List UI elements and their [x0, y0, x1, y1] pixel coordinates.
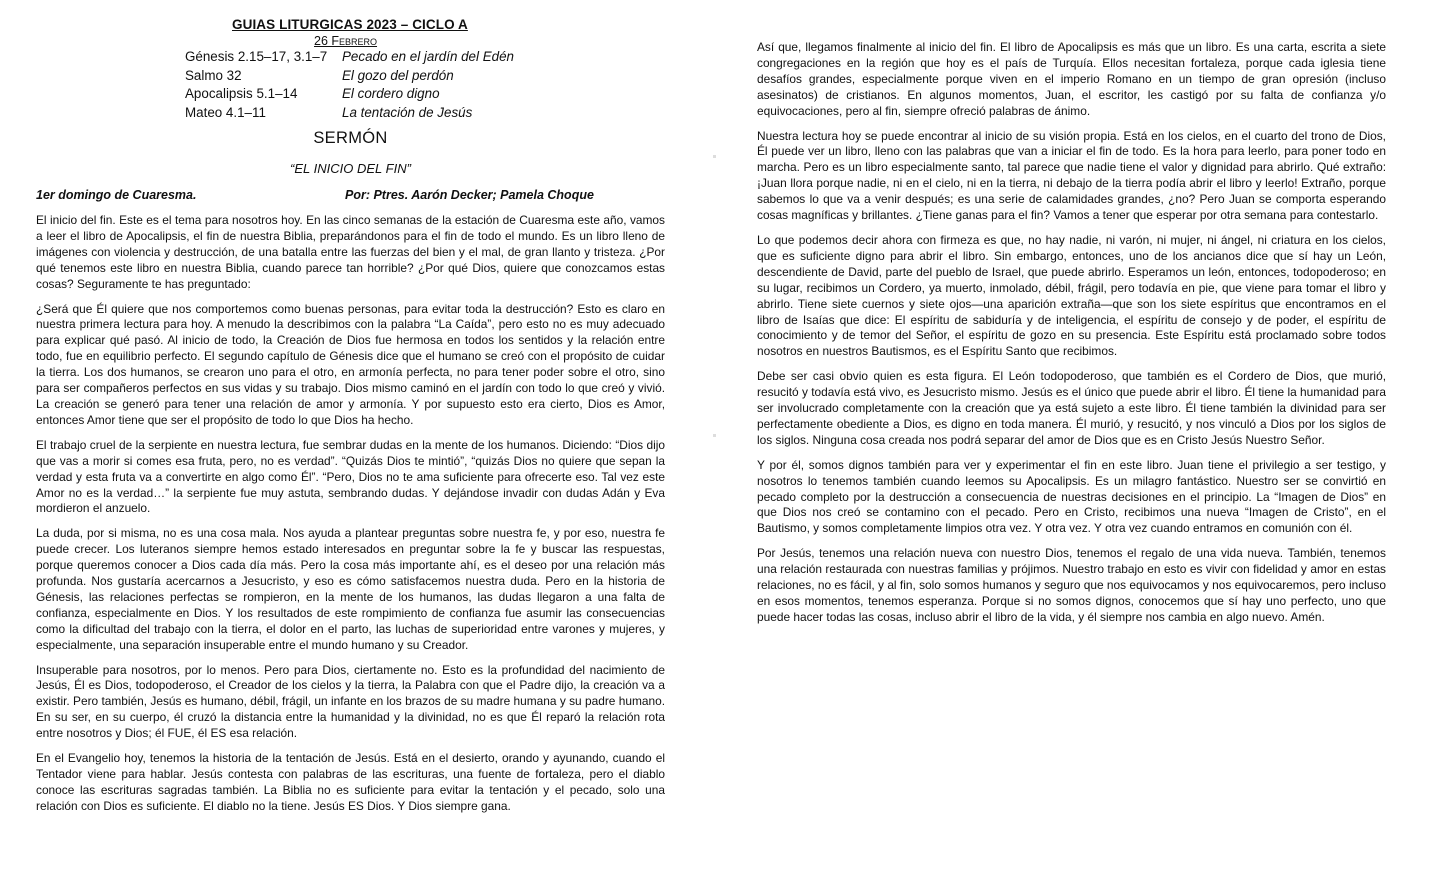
reading-ref: Génesis 2.15–17, 3.1–7 [185, 49, 328, 64]
reading-title: La tentación de Jesús [342, 104, 473, 120]
reading-ref: Apocalipsis 5.1–14 [185, 86, 298, 101]
paragraph: Por Jesús, tenemos una relación nueva con nuestro Dios, tenemos el regalo de una vida nueva. También, tenemos una relación restaurada con nuestras familias y prójimos. Nuestro trabajo en esto es vivir con fidelidad y amor en estas relaciones, no es fácil, y al fin, solo somos humanos y seguro que nos equivocamos y nos equivocaremos, pero incluso en esos momentos, tenemos esperanza. Porque si no somos dignos, conocemos que sí hay uno perfecto, uno que puede hacer todas las cosas, incluso abrir el libro de la vida, y él siempre nos cambia en algo nuevo. Amén. [757, 546, 1386, 624]
paragraph: Y por él, somos dignos también para ver y experimentar el fin en este libro. Juan tiene el privilegio a ser testigo, y nosotros lo tenemos también cuando leemos su Apocalipsis. Es un milagro fantástico. Nuestro ser se convirtió en pecado completo por la destrucción a consecuencia de nuestras decisiones en el principio. La “Imagen de Dios” en que Dios nos creó se contamino con el pecado. Pero en Cristo, recibimos una nueva “Imagen de Cristo”, en el Bautismo, y somos completamente limpios otra vez. Y otra vez. Y otra vez cuando entramos en comunión con él. [757, 457, 1386, 536]
paragraph: Nuestra lectura hoy se puede encontrar al inicio de su visión propia. Está en los cielos, en el cuarto del trono de Dios, Él puede ver un libro, lleno con las palabras que van a iniciar el fin de todo. Es la hora para leerlo, para poner todo en marcha. Pero es un libro especialmente santo, tal parece que nadie tiene el valor y dignidad para abrirlo. Qué extraño: ¡Juan llora porque nadie, ni en el cielo, ni en la tierra, ni debajo de la tierra podía abrir el libro y leerlo! Extraño, porque sabemos lo que va a venir después; es una serie de calamidades grandes, ¿no? Pero Juan se comporta esperando cosas magníficas y brillantes. ¿Tiene ganas para el fin? Vamos a tener que esperar por otra semana para contestarlo. [757, 128, 1386, 223]
paragraph: En el Evangelio hoy, tenemos la historia de la tentación de Jesús. Está en el desierto, orando y ayunando, cuando el Tentador viene para hablar. Jesús contesta con palabras de las escrituras, una fuente de fortaleza, pero el diablo conoce las escrituras sagradas también. La Biblia no es suficiente para evitar la tentación y el pecado, solo una relación con Dios es suficiente. El diablo no la tiene. Jesús ES Dios. Y Dios siempre gana. [36, 751, 665, 813]
reading-ref: Salmo 32 [185, 67, 242, 83]
sermon-authors: Por: Ptres. Aarón Decker; Pamela Choque [345, 188, 594, 202]
document-date: 26 Febrero [314, 34, 378, 48]
paragraph: La duda, por si misma, no es una cosa mala. Nos ayuda a plantear preguntas sobre nuestra fe, y por eso, nuestra fe puede crecer. Los luteranos siempre hemos estado interesados en preguntar sobre la fe y buscar las respuestas, porque queremos conocer a Dios cada día más. Pero la cosa más importante ahí, es el deseo por una relación más profunda. Nos gustaría acercarnos a Jesucristo, y eso es cómo satisfacemos nuestra duda. Pero en la historia de Génesis, las relaciones perfectas se rompieron, en la mente de los humanos, las dudas llegaron a una falta de confianza, especialmente en Dios. Y los resultados de este rompimiento de confianza fue asumir las consecuencias como la dificultad del trabajo con la tierra, el dolor en el parto, las luchas de superioridad entre varones y mujeres, y especialmente, una separación insuperable entre el mundo humano y su Creador. [36, 526, 665, 652]
reading-row [185, 48, 514, 67]
reading-title: El gozo del perdón [342, 67, 454, 83]
paragraph: Debe ser casi obvio quien es esta figura. El León todopoderoso, que también es el Cordero de Dios, que murió, resucitó y todavía está vivo, es Jesucristo mismo. Jesús es el único que puede abrir el libro. Él tiene la humanidad para ser involucrado completamente con la creación que ya está sujeto a este libro. Él tiene también la divinidad para ser perfectamente obediente a Dios, es digno en toda manera. Él murió, y resucitó, y nos vinculó a Dios por los siglos de los siglos. Ninguna cosa creada nos podrá separar del amor de Dios que es en Cristo Jesús Nuestro Señor. [757, 369, 1386, 447]
sermon-occasion: 1er domingo de Cuaresma. [36, 188, 197, 202]
sermon-label: SERMÓN [313, 129, 388, 147]
paragraph: Así que, llegamos finalmente al inicio del fin. El libro de Apocalipsis es más que un libro. Es una carta, escrita a siete congregaciones en la región que hoy es el país de Turquía. Ellos necesitan fortaleza, porque cada iglesia tiene desafíos grandes, especialmente porque viven en el imperio Romano en un tiempo de gran opresión (incluso asesinatos) de cristianos. En algunos momentos, Juan, el escritor, les castigó por su falta de confianza y/o equivocaciones, pero al fin, siempre ofreció palabras de ánimo. [757, 40, 1386, 118]
reading-ref: Mateo 4.1–11 [185, 104, 266, 120]
reading-title: El cordero digno [342, 86, 440, 101]
left-body [36, 213, 665, 824]
page-divider-mark [713, 155, 716, 158]
reading-row [185, 85, 514, 104]
document-title: GUIAS LITURGICAS 2023 – CICLO A [232, 17, 468, 32]
reading-row [185, 67, 514, 86]
paragraph: Insuperable para nosotros, por lo menos. Pero para Dios, ciertamente no. Esto es la profundidad del nacimiento de Jesús, Él es Dios, todopoderoso, el Creador de los cielos y la tierra, la Palabra con que el Padre dijo, la creación va a existir. Pero también, Jesús es humano, débil, frágil, un infante en los brazos de su madre humana y su padre humano. En su ser, en su cuerpo, él cruzó la distancia entre la humanidad y la divinidad, no es que Él reparó la relación rota entre nosotros y Dios; él FUE, él ES esa relación. [36, 662, 665, 741]
page-divider-mark [713, 434, 716, 437]
paragraph: El inicio del fin. Este es el tema para nosotros hoy. En las cinco semanas de la estación de Cuaresma este año, vamos a leer el libro de Apocalipsis, el fin de nuestra Biblia, preparándonos para el fin de todo el mundo. Es un libro lleno de imágenes con violencia y destrucción, de una batalla entre las fuerzas del bien y el mal, de gran llanto y tristeza. ¿Por qué tenemos este libro en nuestra Biblia, cuando parece tan horrible? ¿Por qué Dios, quiere que conozcamos estas cosas? Seguramente te has preguntado: [36, 213, 665, 291]
paragraph: ¿Será que Él quiere que nos comportemos como buenas personas, para evitar toda la destrucción? Esto es claro en nuestra primera lectura para hoy. A menudo la describimos con la palabra “La Caída”, pero esto no es muy adecuado para explicar qué pasó. Al inicio de todo, la Creación de Dios fue hermosa en todos los sentidos y la relación entre todo, fue en equilibrio perfecto. El segundo capítulo de Génesis dice que el humano se creó con el propósito de cuidar la tierra. Los dos humanos, se crearon uno para el otro, en armonía perfecta, no para tener poder sobre el otro, sino para ser compañeros perfectos en sus vidas y su trabajo. Dios mismo caminó en el jardín con todo lo que creó y vivió. La creación se generó para tener una relación de amor y armonía. Y por supuesto esto era cierto, Dios es Amor, entonces Amor tiene que ser el propósito de todo lo que Dios ha hecho. [36, 301, 665, 427]
right-column [757, 0, 1386, 635]
readings-list [185, 48, 514, 122]
reading-title: Pecado en el jardín del Edén [342, 49, 514, 64]
paragraph: El trabajo cruel de la serpiente en nuestra lectura, fue sembrar dudas en la mente de los humanos. Diciendo: “Dios dijo que vas a morir si comes esa fruta, pero, no es verdad”. “Quizás Dios te mintió”, “quizás Dios no quiere que sepan la verdad y esta fruta va a convertirte en algo como Él”. “Pero, Dios no te ama suficiente para ofrecerte eso. Tal vez este Amor no es la verdad…” la serpiente fue muy astuta, sembrando dudas. Y dejándose invadir con dudas Adán y Eva mordieron el anzuelo. [36, 437, 665, 516]
reading-row [185, 104, 514, 123]
paragraph: Lo que podemos decir ahora con firmeza es que, no hay nadie, ni varón, ni mujer, ni ángel, ni criatura en los cielos, que es suficiente digno para abrir el libro. Sin embargo, entonces, uno de los ancianos dice que sí hay un León, descendiente de David, parte del pueblo de Israel, que puede abrirlo. Esperamos un león, entonces, todopoderoso; en su lugar, recibimos un Cordero, ya muerto, inmolado, débil, frágil, pero todavía en pie, que viene para tomar el libro y abrirlo. Tiene siete cuernos y siete ojos—una aparición extraña—que son los siete espíritus que encontramos en el libro de Isaías que dice: El espíritu de sabiduría y de inteligencia, el espíritu de consejo y de poder, el espíritu de conocimiento y de temor del Señor, el espíritu de gozo en su presencia. Este Espíritu está proclamado sobre todos nosotros en nuestros Bautismos, es el Espíritu Santo que recibimos. [757, 232, 1386, 359]
sermon-title: “EL INICIO DEL FIN” [290, 161, 411, 176]
